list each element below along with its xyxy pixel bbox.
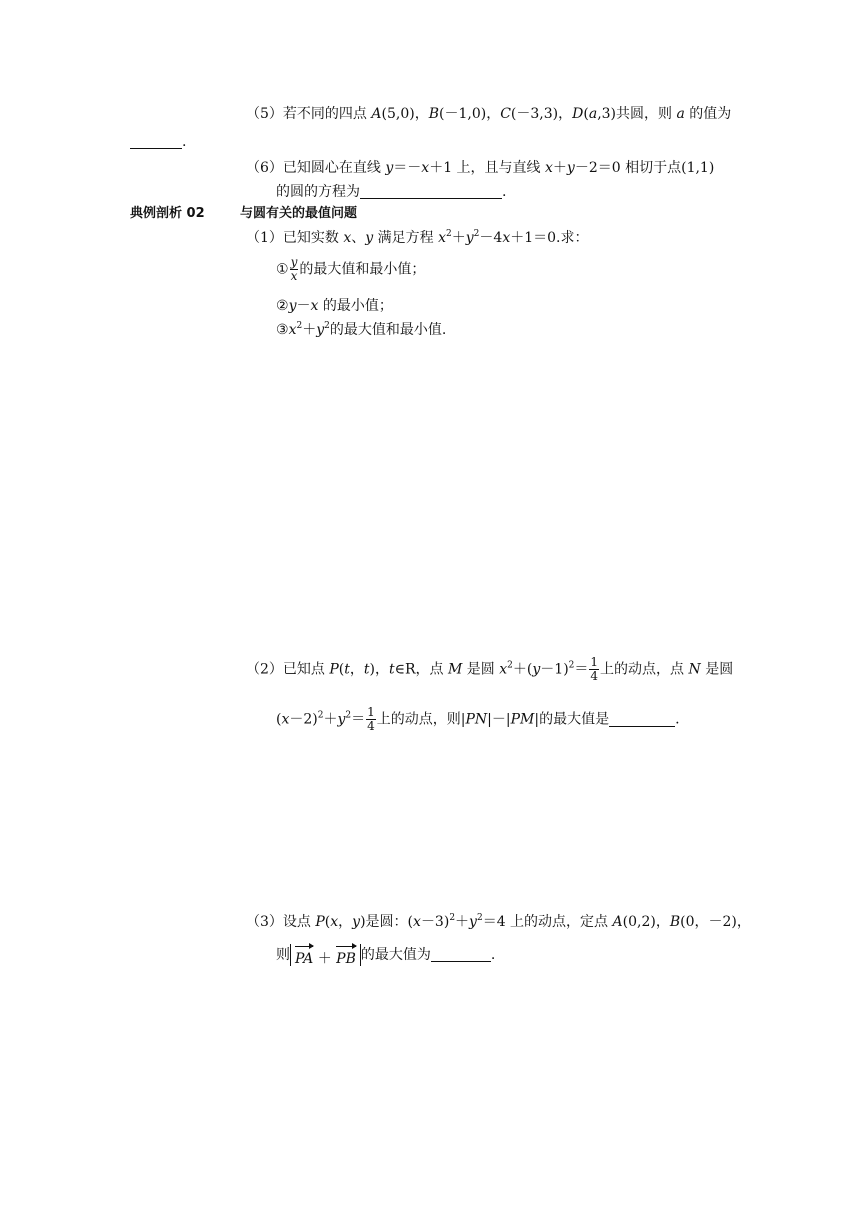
point-n: N (688, 661, 701, 678)
var: x (545, 160, 553, 176)
coord: (－3,3)， (510, 106, 573, 122)
var: y (365, 230, 374, 246)
var: x (421, 160, 430, 176)
text: 已知点 (282, 661, 330, 678)
var: x (502, 230, 511, 246)
text: 已知圆心在直线 (282, 160, 386, 176)
text: 上的动点，点 (600, 661, 689, 678)
point-c: C (500, 106, 511, 122)
var: y (352, 914, 361, 930)
text: －2) (289, 711, 318, 728)
question-5-line-1 (246, 104, 731, 124)
text: ＋1 上，且与直线 (429, 160, 546, 176)
text: ， (349, 661, 364, 678)
text: 是圆 (700, 661, 734, 678)
circled-number: ③ (276, 322, 289, 338)
numerator: y (290, 255, 298, 269)
var: y (288, 298, 297, 314)
text: －1) (540, 661, 569, 678)
var: x (438, 230, 447, 246)
section-title: 典例剖析 02 (130, 206, 205, 221)
point-b: B (669, 914, 681, 930)
vector-magnitude (290, 944, 361, 966)
question-label: （2） (246, 661, 283, 678)
text: ＋ (455, 914, 470, 930)
var: y (316, 322, 325, 338)
text: ＋1＝0.求： (510, 230, 589, 246)
text: －4 (479, 230, 503, 246)
problem-2-line-2: $(x-2)^2+y^2=$ $\frac{1}{4}$ 上的动点，则|PN|－|PM|的最大值是 . (276, 705, 680, 733)
text: ＝ (574, 661, 589, 678)
question-label: （5） (246, 106, 283, 122)
coord: ,3)共圆，则 (597, 106, 677, 122)
var: t (389, 661, 395, 678)
problem-1-line-1: （1）已知实数 x、y 满足方程 $x^2+y^2-4x+1=0$.求： (246, 229, 589, 246)
problem-1-sub-2 (276, 296, 393, 316)
text: ＋ (451, 230, 466, 246)
text: |的最大值是 (534, 711, 610, 728)
point-a: A (371, 106, 382, 122)
var: x (499, 661, 508, 678)
var: y (532, 661, 541, 678)
problem-1-sub-3: $③x^2+y^2$的最大值和最小值. (276, 321, 447, 338)
text: ＋ (317, 951, 332, 967)
text: ＋( (512, 661, 533, 678)
period: . (502, 184, 507, 200)
denominator: x (290, 269, 298, 283)
text: 满足方程 (373, 230, 439, 246)
var: x (281, 711, 290, 728)
coord: (5,0)， (381, 106, 429, 122)
denominator: 4 (367, 719, 375, 733)
text: 的最大值和最小值； (299, 261, 426, 278)
text: － (296, 298, 311, 314)
point-p: P (315, 914, 325, 930)
text: 上的动点，则| (376, 711, 466, 728)
segment-pm: PM (510, 711, 535, 728)
fraction-y-over-x (290, 256, 299, 283)
text: ＋ (302, 322, 317, 338)
question-6-line-1 (246, 158, 714, 178)
var: t (344, 661, 350, 678)
text: )， (369, 661, 390, 678)
var-a: a (588, 106, 598, 122)
section-subtitle-line (240, 204, 357, 224)
point-m: M (448, 661, 463, 678)
text: 设点 (282, 914, 316, 930)
point-p: P (329, 661, 339, 678)
answer-blank[interactable] (360, 184, 502, 199)
coord: (0,2)， (622, 914, 670, 930)
text: ＋ (552, 160, 567, 176)
vector-pa: PA (295, 944, 313, 971)
text: 、 (351, 230, 366, 246)
text: 的最小值； (318, 298, 393, 314)
question-label: （6） (246, 160, 283, 176)
text: ， (338, 914, 353, 930)
question-label: （3） (246, 914, 283, 930)
period: . (675, 711, 680, 728)
var-a: a (676, 106, 685, 122)
answer-blank[interactable] (431, 947, 491, 962)
text: ＝ (351, 711, 366, 728)
text: －3) (420, 914, 450, 930)
text: ( (338, 661, 345, 678)
answer-blank[interactable] (609, 712, 675, 727)
text: 则 (276, 947, 290, 963)
numerator: 1 (590, 655, 599, 669)
text: 已知实数 (282, 230, 344, 246)
text: －2＝0 相切于点(1,1) (574, 160, 715, 176)
circled-number: ① (276, 261, 289, 278)
point-d: D (572, 106, 584, 122)
numerator: 1 (367, 705, 375, 719)
text: ∈R，点 (394, 661, 449, 678)
text: 是圆 (462, 661, 500, 678)
problem-2-line-1: （2）已知点 P(t，t)，t∈R，点 M 是圆 $x^2+(y-1)^2=$ $\frac{1}{4}$ 上的动点，点 N 是圆 (246, 655, 734, 683)
vector-pb: PB (336, 944, 356, 971)
text: ( (276, 711, 282, 728)
var: y (385, 160, 394, 176)
var: t (363, 661, 370, 678)
section-subtitle: 与圆有关的最值问题 (240, 206, 358, 221)
text: )是圆：( (360, 914, 414, 930)
text: ＋ (323, 711, 338, 728)
problem-3-line-1: （3）设点 P(x，y)是圆：$(x-3)^2+y^2=4$ 上的动点，定点 A(0,2)，B(0，－2)， (246, 913, 751, 930)
fraction-one-quarter (366, 706, 376, 733)
var: x (330, 914, 339, 930)
var: x (288, 322, 297, 338)
question-label: （1） (246, 230, 283, 246)
question-5-line-2 (130, 132, 186, 152)
text: 的最大值为 (360, 947, 431, 963)
coord: (－1,0)， (439, 106, 501, 122)
var: y (566, 160, 575, 176)
var: y (469, 914, 477, 930)
coord: (0，－2)， (680, 914, 751, 930)
text: 若不同的四点 (282, 106, 372, 122)
var: y (465, 230, 474, 246)
segment-pn: PN (465, 711, 488, 728)
text: |－| (487, 711, 511, 728)
circled-number: ② (276, 298, 289, 314)
text: 的最大值和最小值. (329, 322, 447, 338)
period: . (182, 134, 187, 150)
text: 的圆的方程为 (276, 184, 360, 200)
point-a: A (612, 914, 623, 930)
point-b: B (428, 106, 439, 122)
var: x (343, 230, 352, 246)
text: 的值为 (684, 106, 732, 122)
problem-3-line-2 (276, 944, 495, 966)
answer-blank[interactable] (130, 134, 182, 149)
period: . (490, 947, 496, 963)
section-heading (130, 204, 205, 224)
problem-1-sub-1 (276, 256, 425, 283)
question-6-line-2 (276, 182, 506, 202)
coord: ( (583, 106, 589, 122)
var: x (413, 914, 421, 930)
var: x (310, 298, 319, 314)
text: ＝－ (393, 160, 422, 176)
fraction-one-quarter (589, 656, 599, 683)
text: ( (324, 914, 331, 930)
text: ＝4 上的动点，定点 (482, 914, 613, 930)
denominator: 4 (590, 669, 599, 683)
var: y (337, 711, 346, 728)
